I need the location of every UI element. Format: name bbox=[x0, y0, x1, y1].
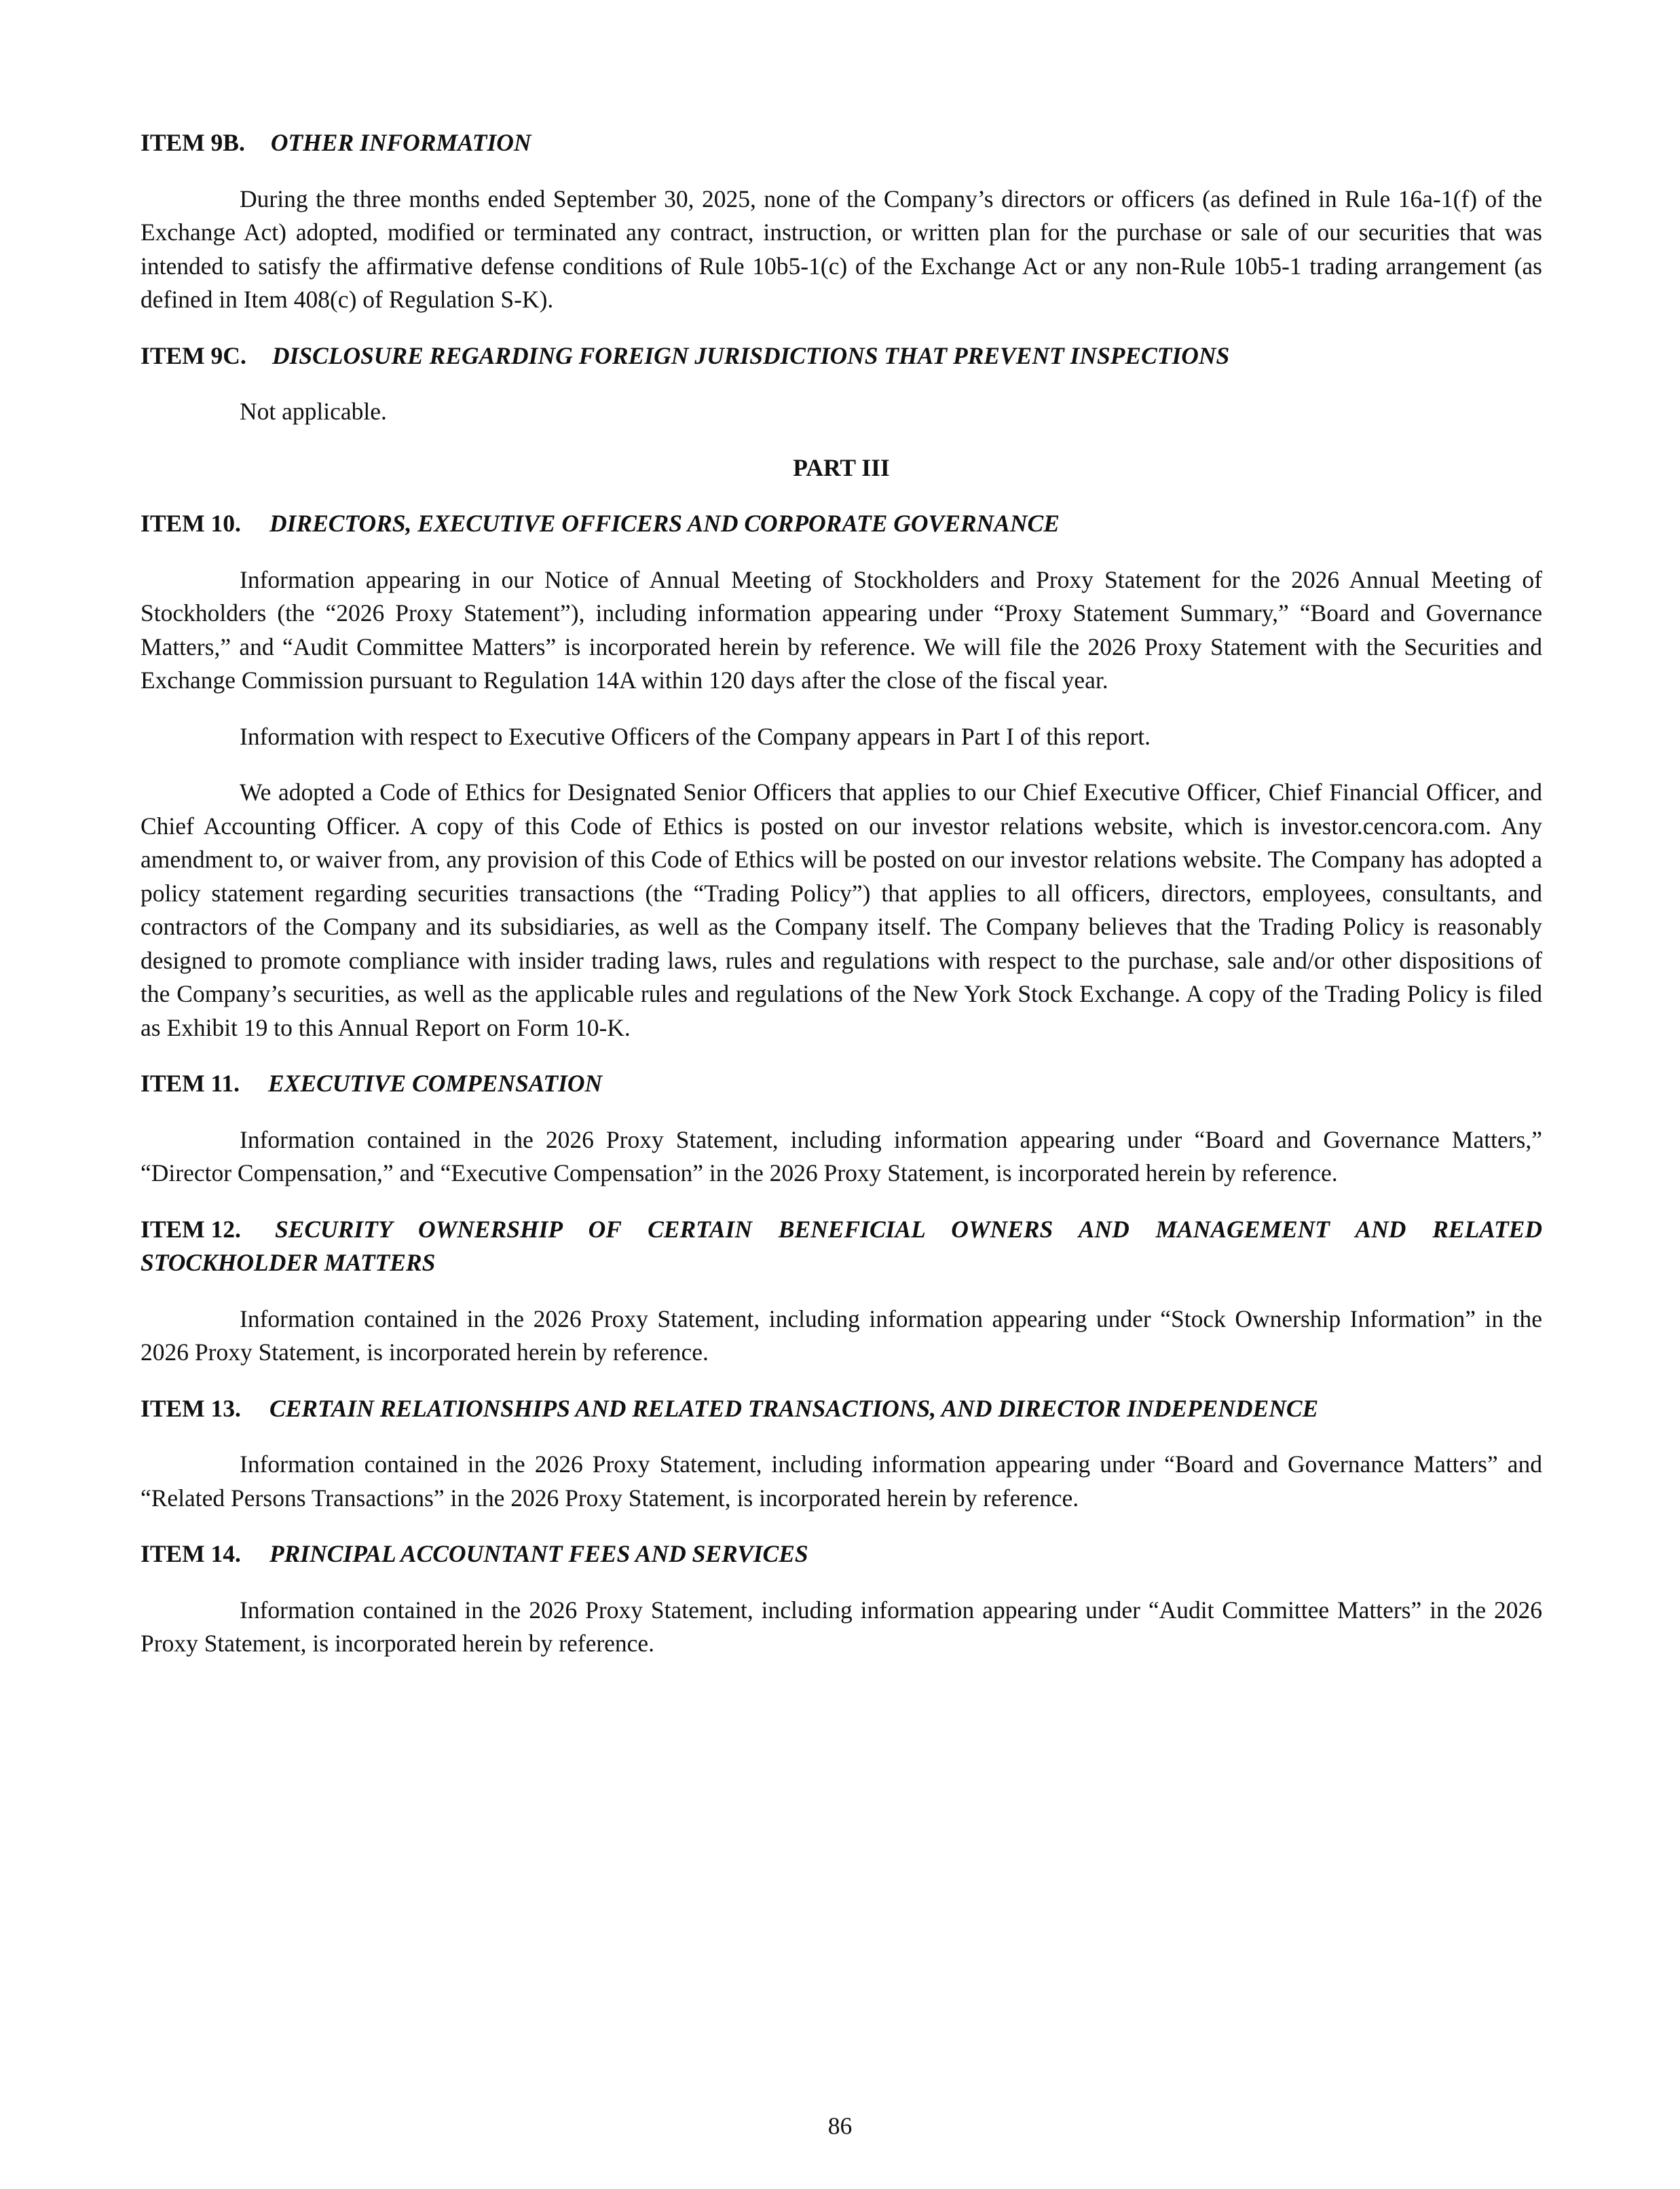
item-13-paragraph: Information contained in the 2026 Proxy Statement, including information appearing under “Board and Governance Matters” and “Related Persons Transactions” in the 2026 Proxy Statement, is incorporated herein by reference. bbox=[141, 1451, 1542, 1512]
page-number: 86 bbox=[827, 2112, 853, 2139]
item-9b-title: OTHER INFORMATION bbox=[270, 129, 531, 156]
item-10-paragraph-1: Information appearing in our Notice of Annual Meeting of Stockholders and Proxy Statement for the 2026 Annual Meeting of Stockholders (the “2026 Proxy Statement”), including information appearing under “Proxy Statement Summary,” “Board and Governance Matters,” and “Audit Committee Matters” is incorporated herein by reference. We will file the 2026 Proxy Statement with the Securities and Exchange Commission pursuant to Regulation 14A within 120 days after the close of the fiscal year. bbox=[141, 565, 1542, 694]
item-10-number: ITEM 10. bbox=[141, 510, 241, 537]
item-9c-paragraph: Not applicable. bbox=[240, 398, 387, 425]
item-14-title: PRINCIPAL ACCOUNTANT FEES AND SERVICES bbox=[269, 1540, 808, 1567]
item-11-heading bbox=[141, 1067, 1542, 1101]
document-page bbox=[141, 126, 1542, 1661]
item-10-paragraph-3: We adopted a Code of Ethics for Designated Senior Officers that applies to our Chief Executive Officer, Chief Financial Officer, and Chief Accounting Officer. A copy of this Code of Ethics is posted on our investor relations website, which is investor.cencora.com. Any amendment to, or waiver from, any provision of this Code of Ethics will be posted on our investor relations website. The Company has adopted a policy statement regarding securities transactions (the “Trading Policy”) that applies to all officers, directors, employees, consultants, and contractors of the Company and its subsidiaries, as well as the Company itself. The Company believes that the Trading Policy is reasonably designed to promote compliance with insider trading laws, rules and regulations with respect to the purchase, sale and/or other dispositions of the Company’s securities, as well as the applicable rules and regulations of the New York Stock Exchange. A copy of the Trading Policy is filed as Exhibit 19 to this Annual Report on Form 10-K. bbox=[141, 779, 1542, 1041]
item-9b-paragraph: During the three months ended September 30, 2025, none of the Company’s directors or officers (as defined in Rule 16a-1(f) of the Exchange Act) adopted, modified or terminated any contract, instruction, or written plan for the purchase or sale of our securities that was intended to satisfy the affirmative defense conditions of Rule 10b5-1(c) of the Exchange Act or any non-Rule 10b5-1 trading arrangement (as defined in Item 408(c) of Regulation S-K). bbox=[141, 185, 1542, 313]
item-14-heading bbox=[141, 1537, 1542, 1571]
item-9c-title: DISCLOSURE REGARDING FOREIGN JURISDICTIONS THAT PREVENT INSPECTIONS bbox=[272, 341, 1230, 369]
item-13-heading bbox=[141, 1392, 1542, 1426]
item-12-heading bbox=[141, 1213, 1542, 1280]
item-10-title: DIRECTORS, EXECUTIVE OFFICERS AND CORPORATE GOVERNANCE bbox=[269, 510, 1060, 537]
item-11-title: EXECUTIVE COMPENSATION bbox=[267, 1070, 603, 1097]
item-12-title: SECURITY OWNERSHIP OF CERTAIN BENEFICIAL OWNERS AND MANAGEMENT AND RELATED STOCKHOLDER MATTERS bbox=[141, 1215, 1542, 1276]
item-13-number: ITEM 13. bbox=[141, 1394, 241, 1422]
item-9b-heading bbox=[141, 126, 1542, 160]
item-10-paragraph-2: Information with respect to Executive Officers of the Company appears in Part I of this report. bbox=[240, 722, 1151, 750]
item-9b-number: ITEM 9B. bbox=[141, 129, 245, 156]
item-13-title: CERTAIN RELATIONSHIPS AND RELATED TRANSACTIONS, AND DIRECTOR INDEPENDENCE bbox=[269, 1394, 1319, 1422]
part-heading: PART III bbox=[793, 453, 890, 481]
item-9c-number: ITEM 9C. bbox=[141, 341, 246, 369]
item-12-paragraph: Information contained in the 2026 Proxy Statement, including information appearing under “Stock Ownership Information” in the 2026 Proxy Statement, is incorporated herein by reference. bbox=[141, 1305, 1542, 1366]
item-11-paragraph: Information contained in the 2026 Proxy Statement, including information appearing under “Board and Governance Matters,” “Director Compensation,” and “Executive Compensation” in the 2026 Proxy Statement, is incorporated herein by reference. bbox=[141, 1125, 1542, 1186]
item-9c-heading bbox=[141, 339, 1542, 373]
item-14-number: ITEM 14. bbox=[141, 1540, 241, 1567]
item-12-number: ITEM 12. bbox=[141, 1215, 241, 1243]
item-10-heading bbox=[141, 507, 1542, 541]
item-14-paragraph: Information contained in the 2026 Proxy Statement, including information appearing under “Audit Committee Matters” in the 2026 Proxy Statement, is incorporated herein by reference. bbox=[141, 1596, 1542, 1657]
item-11-number: ITEM 11. bbox=[141, 1070, 240, 1097]
